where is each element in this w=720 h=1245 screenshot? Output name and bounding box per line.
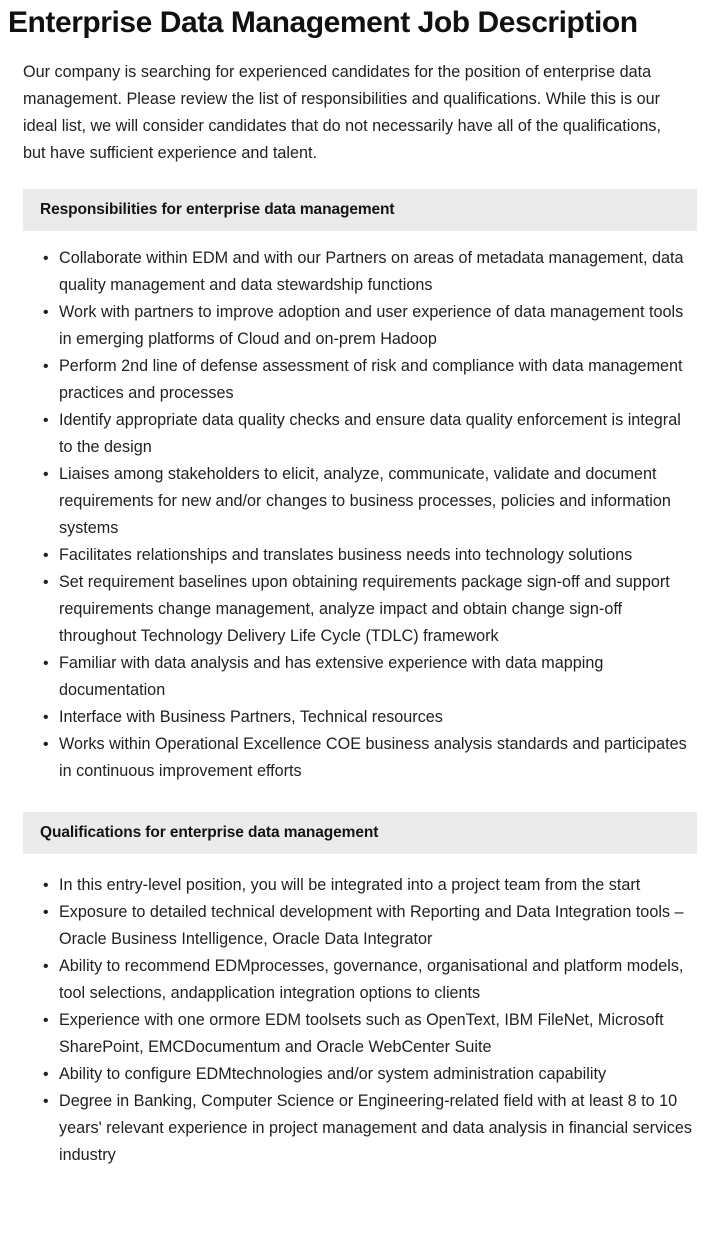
- list-item: • Familiar with data analysis and has extensive experience with data mapping documentation: [59, 650, 696, 704]
- list-item: • Perform 2nd line of defense assessment of risk and compliance with data management practices and processes: [59, 353, 696, 407]
- list-item: • Degree in Banking, Computer Science or Engineering-related field with at least 8 to 10 years' relevant experience in project management and data analysis in financial services industry: [59, 1088, 696, 1169]
- list-item: • Facilitates relationships and translates business needs into technology solutions: [59, 542, 696, 569]
- list-item: • Identify appropriate data quality checks and ensure data quality enforcement is integral to the design: [59, 407, 696, 461]
- section-responsibilities: [0, 189, 720, 785]
- list-item: • Liaises among stakeholders to elicit, analyze, communicate, validate and document requirements for new and/or changes to business processes, policies and information systems: [59, 461, 696, 542]
- list-item: • Ability to recommend EDMprocesses, governance, organisational and platform models, tool selections, andapplication integration options to clients: [59, 953, 696, 1007]
- list-item: • In this entry-level position, you will be integrated into a project team from the start: [59, 872, 696, 899]
- list-item: • Exposure to detailed technical development with Reporting and Data Integration tools – Oracle Business Intelligence, Oracle Data Integrator: [59, 899, 696, 953]
- list-item: • Interface with Business Partners, Technical resources: [59, 704, 696, 731]
- list-item: • Set requirement baselines upon obtaining requirements package sign-off and support requirements change management, analyze impact and obtain change sign-off throughout Technology Delivery Life Cycle (TDLC) framework: [59, 569, 696, 650]
- list-item: • Works within Operational Excellence COE business analysis standards and participates in continuous improvement efforts: [59, 731, 696, 785]
- section-header-responsibilities: [23, 189, 697, 231]
- qualifications-list: [0, 872, 720, 1169]
- intro-paragraph: Our company is searching for experienced candidates for the position of enterprise data management. Please review the list of responsibilities and qualifications. While this is our ideal list, we will consider candidates that do not necessarily have all of the qualifications, but have sufficient experience and talent.: [23, 63, 661, 162]
- page-title: Enterprise Data Management Job Description: [8, 6, 638, 39]
- list-item: • Experience with one ormore EDM toolsets such as OpenText, IBM FileNet, Microsoft SharePoint, EMCDocumentum and Oracle WebCenter Suite: [59, 1007, 696, 1061]
- section-header-qualifications: [23, 812, 697, 854]
- list-item: • Ability to configure EDMtechnologies and/or system administration capability: [59, 1061, 696, 1088]
- section-qualifications: [0, 812, 720, 1169]
- section-header-label: Qualifications for enterprise data management: [40, 824, 379, 841]
- section-header-label: Responsibilities for enterprise data management: [40, 201, 395, 218]
- list-item: • Work with partners to improve adoption and user experience of data management tools in emerging platforms of Cloud and on-prem Hadoop: [59, 299, 696, 353]
- list-item: • Collaborate within EDM and with our Partners on areas of metadata management, data quality management and data stewardship functions: [59, 245, 696, 299]
- responsibilities-list: [0, 245, 720, 785]
